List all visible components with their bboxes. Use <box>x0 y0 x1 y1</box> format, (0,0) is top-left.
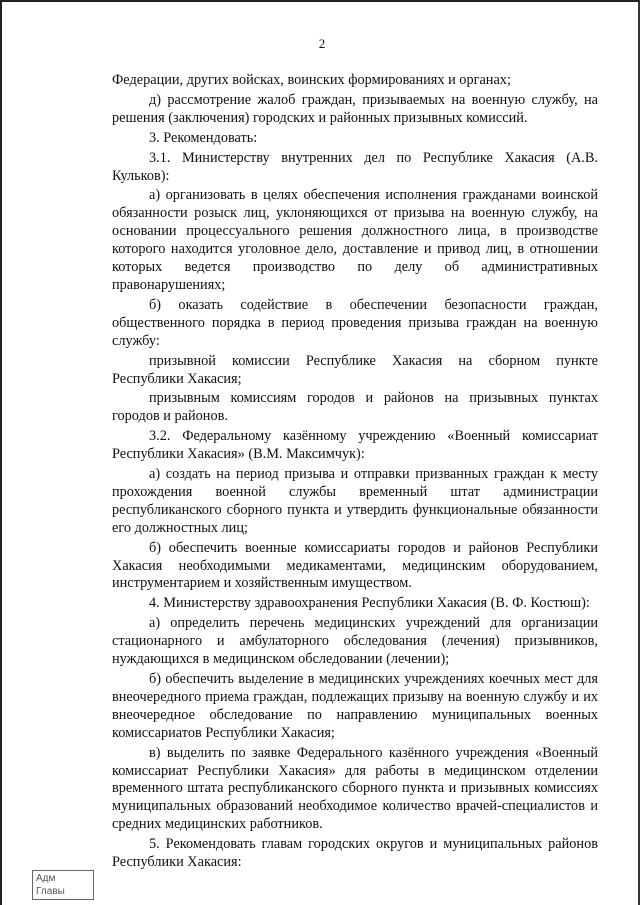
paragraph: д) рассмотрение жалоб граждан, призываемых на военную службу, на решения (заключения) городских и районных призывных комиссий. <box>112 91 598 126</box>
paragraph: 3.2. Федеральному казённому учреждению «Военный комиссариат Республики Хакасия» (В.М. Максимчук): <box>112 428 598 463</box>
paragraph: 4. Министерству здравоохранения Республики Хакасия (В. Ф. Костюш): <box>149 595 590 612</box>
paragraph: призывным комиссиям городов и районов на призывных пунктах городов и районов. <box>112 390 598 425</box>
paragraph: в) выделить по заявке Федерального казённого учреждения «Военный комиссариат Республики Хакасия» для работы в медицинском отделении временного штата республиканского сборного пункта и призывных комиссиях муниципальных образований необходимое количество врачей-специалистов и средних медицинских работников. <box>112 744 598 833</box>
stamp-line: Главы <box>36 886 65 897</box>
paragraph: а) организовать в целях обеспечения исполнения гражданами воинской обязанности розыск лиц, уклоняющихся от призыва на военную службу, на основании процессуального решения должностного лица, в производстве которого находится уголовное дело, доставление и привод лиц, в отношении которых ведется производство по делу об административных правонарушениях; <box>112 187 598 293</box>
paragraph: Федерации, других войсках, воинских формированиях и органах; <box>112 72 511 88</box>
paragraph: б) обеспечить выделение в медицинских учреждениях коечных мест для внеочередного приема граждан, подлежащих призыву на военную службу и их внеочередное обследование по направлению муниципальных военных комиссариатов Республики Хакасия; <box>112 671 598 741</box>
paragraph: призывной комиссии Республике Хакасия на сборном пункте Республики Хакасия; <box>112 352 598 387</box>
registration-stamp <box>32 870 94 900</box>
paragraph: б) оказать содействие в обеспечении безопасности граждан, общественного порядка в период проведения призыва граждан на военную службу: <box>112 296 598 349</box>
paragraph: а) определить перечень медицинских учреждений для организации стационарного и амбулаторного обследования (лечения) призывников, нуждающихся в медицинском обследовании (лечении); <box>112 615 598 668</box>
paragraph: 5. Рекомендовать главам городских округов и муниципальных районов Республики Хакасия: <box>112 836 598 871</box>
paragraph: а) создать на период призыва и отправки призванных граждан к месту прохождения военной службы временный штат администрации республиканского сборного пункта и утвердить функциональные обязанности его должностных лиц; <box>112 466 598 536</box>
paragraph: 3.1. Министерству внутренних дел по Республике Хакасия (А.В. Кульков): <box>112 149 598 184</box>
page-number: 2 <box>318 36 326 51</box>
paragraph: б) обеспечить военные комиссариаты городов и районов Республики Хакасия необходимыми медикаментами, медицинским оборудованием, инструментарием и хозяйственным имуществом. <box>112 539 598 592</box>
stamp-line: Адм <box>36 873 56 884</box>
paragraph: 3. Рекомендовать: <box>149 129 258 146</box>
document-body <box>112 72 598 874</box>
